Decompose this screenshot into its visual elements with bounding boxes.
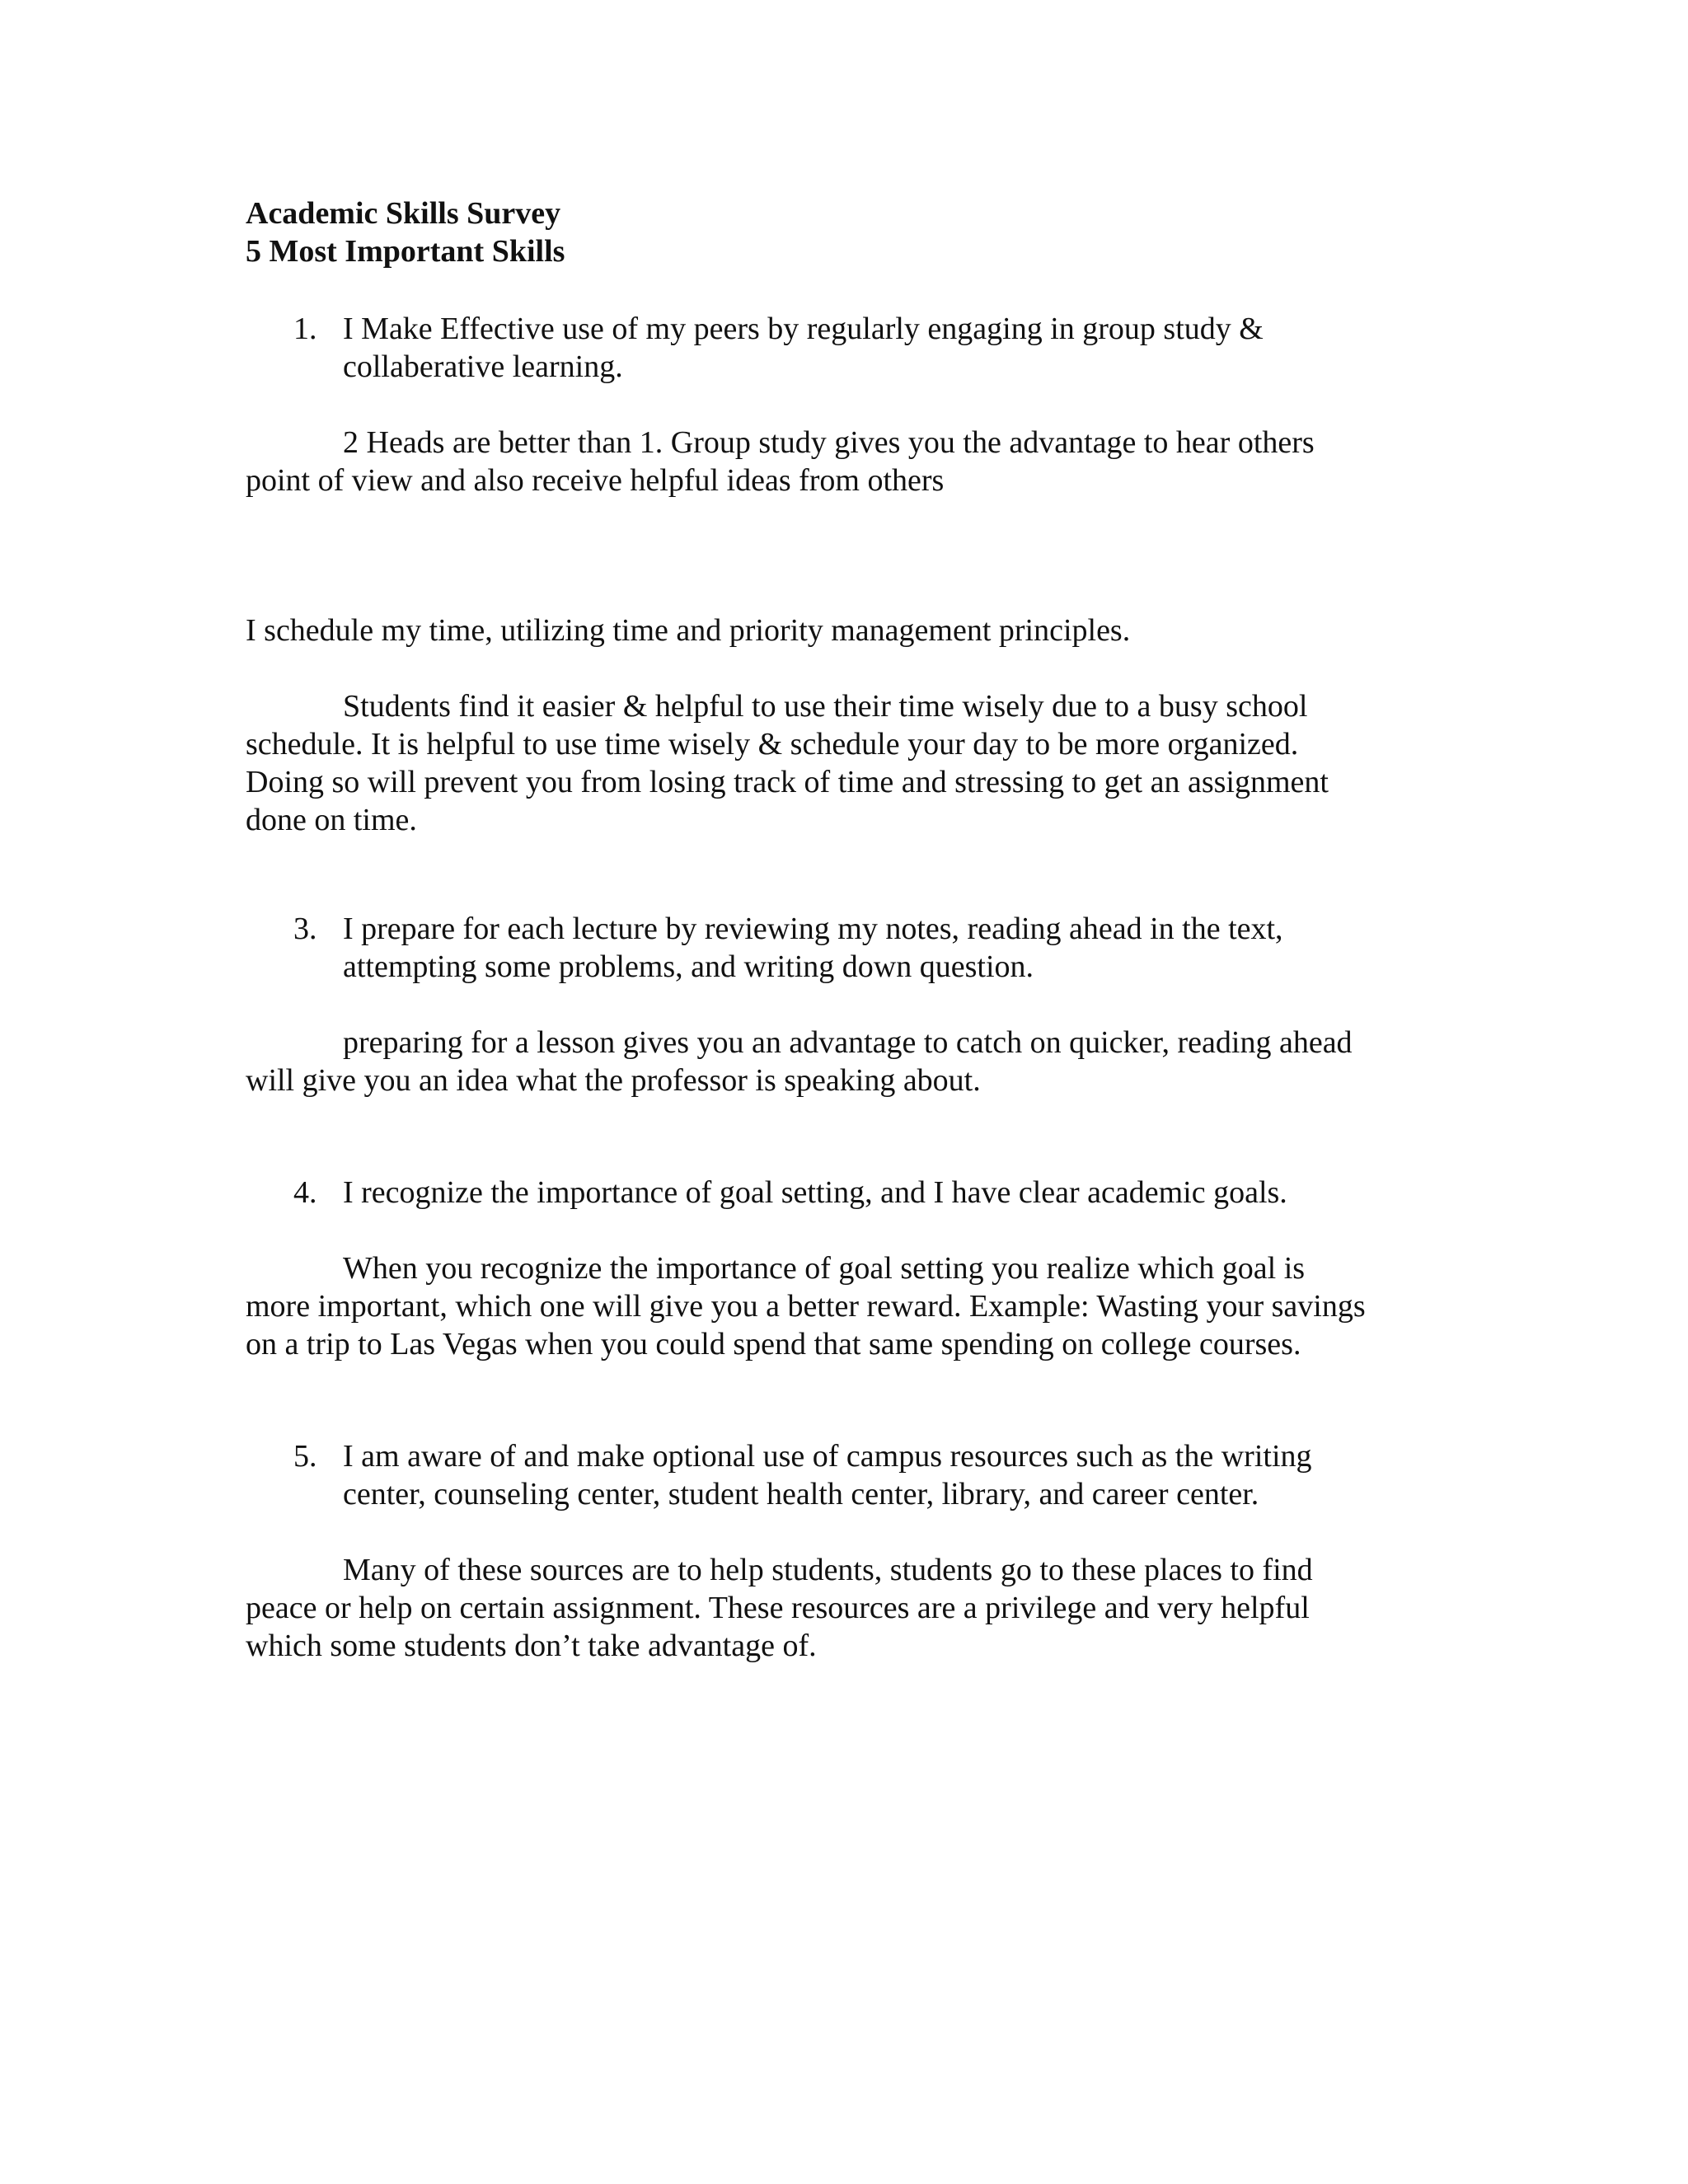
explanation-line: which some students don’t take advantage of.: [246, 1629, 817, 1663]
skill-5-explanation: [246, 1551, 1449, 1665]
explanation-line: done on time.: [246, 803, 417, 837]
statement-line: collaberative learning.: [343, 349, 623, 384]
skill-2-statement: [246, 612, 1449, 649]
explanation-line: schedule. It is helpful to use time wisely & schedule your day to be more organized.: [246, 727, 1299, 762]
statement-line: I prepare for each lecture by reviewing my notes, reading ahead in the text,: [343, 912, 1283, 946]
explanation-line: Doing so will prevent you from losing track of time and stressing to get an assignment: [246, 765, 1329, 799]
skill-number: 3.: [293, 912, 317, 946]
skill-4-statement: [246, 1174, 1449, 1212]
skill-number: 5.: [293, 1439, 317, 1474]
skill-3-explanation: [246, 1024, 1449, 1099]
skill-4-explanation: [246, 1249, 1449, 1363]
title-line-1: Academic Skills Survey: [246, 196, 561, 231]
statement-line: I schedule my time, utilizing time and priority management principles.: [246, 613, 1131, 648]
explanation-line: preparing for a lesson gives you an advantage to catch on quicker, reading ahead: [343, 1025, 1353, 1060]
statement-line: I Make Effective use of my peers by regularly engaging in group study &: [343, 312, 1264, 346]
skill-3-statement: [246, 910, 1449, 986]
explanation-line: 2 Heads are better than 1. Group study gives you the advantage to hear others: [343, 425, 1315, 460]
explanation-line: point of view and also receive helpful ideas from others: [246, 463, 945, 498]
statement-line: I am aware of and make optional use of campus resources such as the writing: [343, 1439, 1312, 1474]
skill-number: 4.: [293, 1175, 317, 1210]
explanation-line: on a trip to Las Vegas when you could spend that same spending on college courses.: [246, 1327, 1301, 1361]
explanation-line: more important, which one will give you a better reward. Example: Wasting your savings: [246, 1289, 1366, 1324]
document-title: [246, 194, 565, 270]
explanation-line: peace or help on certain assignment. These resources are a privilege and very helpful: [246, 1591, 1310, 1625]
skill-5-statement: [246, 1437, 1449, 1513]
title-line-2: 5 Most Important Skills: [246, 234, 565, 269]
skill-2-explanation: [246, 687, 1449, 839]
skill-1-explanation: [246, 424, 1449, 499]
explanation-line: Many of these sources are to help students, students go to these places to find: [343, 1553, 1313, 1587]
statement-line: I recognize the importance of goal setting, and I have clear academic goals.: [343, 1175, 1287, 1210]
statement-line: attempting some problems, and writing down question.: [343, 949, 1034, 984]
explanation-line: will give you an idea what the professor is speaking about.: [246, 1063, 981, 1098]
explanation-line: Students find it easier & helpful to use their time wisely due to a busy school: [343, 689, 1308, 724]
statement-line: center, counseling center, student health center, library, and career center.: [343, 1477, 1259, 1511]
skill-number: 1.: [293, 312, 317, 346]
skill-1-statement: [246, 310, 1449, 386]
explanation-line: When you recognize the importance of goal setting you realize which goal is: [343, 1251, 1306, 1286]
